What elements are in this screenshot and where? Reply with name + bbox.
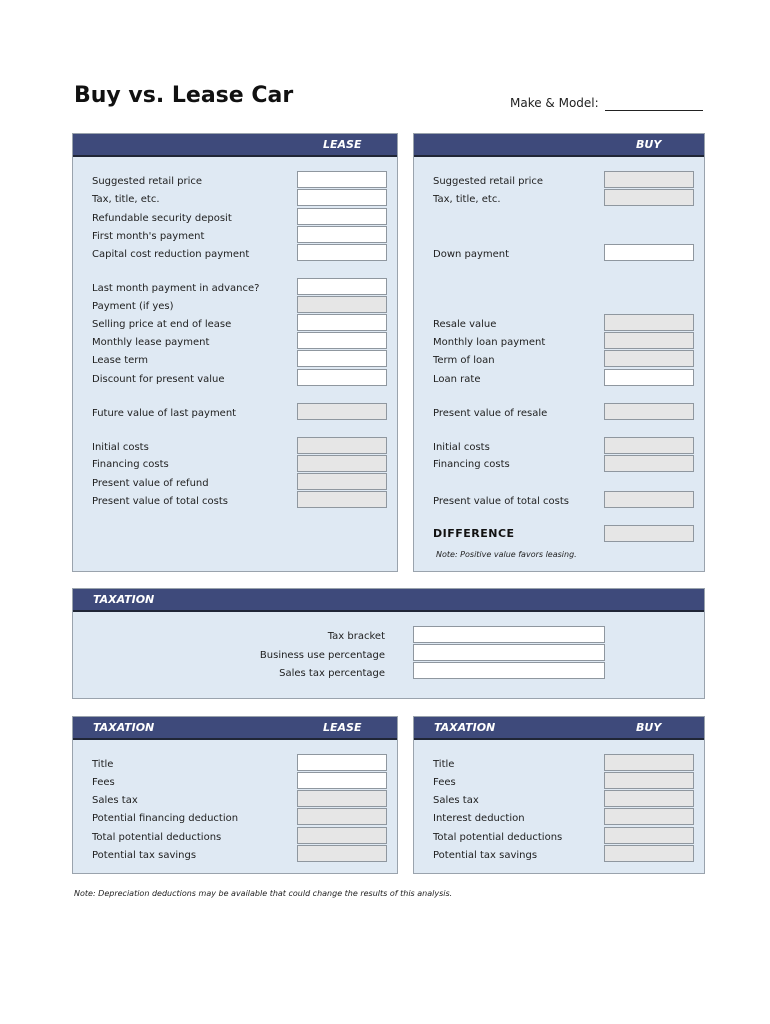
lease-header-label: LEASE: [323, 138, 362, 151]
buy-term-of-loan-value: [604, 350, 694, 367]
lease-last-month-advance-label: Last month payment in advance?: [92, 283, 260, 294]
lease-pv-total-costs-value: [297, 491, 387, 508]
lease-tax-title-input[interactable]: [297, 189, 387, 206]
tax-bracket-label: Tax bracket: [327, 631, 385, 642]
lease-term-input[interactable]: [297, 350, 387, 367]
lease-pv-refund-value: [297, 473, 387, 490]
lease-term-label: Lease term: [92, 355, 148, 366]
buy-pv-total-costs-label: Present value of total costs: [433, 496, 570, 507]
tax-lease-total-deductions-label: Total potential deductions: [92, 832, 222, 843]
tax-buy-title-value: [604, 754, 694, 771]
lease-selling-price-input[interactable]: [297, 314, 387, 331]
make-model-field[interactable]: [605, 110, 703, 111]
lease-first-month-input[interactable]: [297, 226, 387, 243]
buy-suggested-retail-label: Suggested retail price: [433, 176, 544, 187]
difference-value: [604, 525, 694, 542]
tax-buy-fees-label: Fees: [433, 777, 456, 788]
sales-tax-pct-input[interactable]: [413, 662, 605, 679]
tax-lease-sales-tax-value: [297, 790, 387, 807]
lease-initial-costs-label: Initial costs: [92, 442, 149, 453]
lease-suggested-retail-input[interactable]: [297, 171, 387, 188]
buy-panel-header: [414, 134, 704, 157]
lease-monthly-payment-label: Monthly lease payment: [92, 337, 210, 348]
tax-lease-panel-header: [73, 717, 397, 740]
buy-loan-rate-label: Loan rate: [433, 374, 481, 385]
make-model-label: Make & Model:: [510, 96, 599, 110]
footer-note: Note: Depreciation deductions may be available that could change the results of this analysis.: [74, 889, 453, 898]
tax-buy-sales-tax-label: Sales tax: [433, 795, 479, 806]
tax-lease-savings-label: Potential tax savings: [92, 850, 197, 861]
tax-buy-total-deductions-label: Total potential deductions: [433, 832, 563, 843]
buy-pv-resale-label: Present value of resale: [433, 408, 548, 419]
lease-panel-header: [73, 134, 397, 157]
tax-lease-financing-deduction-value: [297, 808, 387, 825]
lease-suggested-retail-label: Suggested retail price: [92, 176, 203, 187]
lease-discount-label: Discount for present value: [92, 374, 225, 385]
buy-resale-value-label: Resale value: [433, 319, 497, 330]
taxation-panel: [72, 588, 705, 699]
buy-term-of-loan-label: Term of loan: [433, 355, 495, 366]
lease-pv-total-costs-label: Present value of total costs: [92, 496, 229, 507]
tax-bracket-input[interactable]: [413, 626, 605, 643]
tax-lease-fees-label: Fees: [92, 777, 115, 788]
lease-payment-if-yes-label: Payment (if yes): [92, 301, 174, 312]
taxation-header-label: TAXATION: [93, 593, 155, 606]
tax-lease-title-label: Title: [92, 759, 114, 770]
tax-lease-savings-value: [297, 845, 387, 862]
tax-lease-title-input[interactable]: [297, 754, 387, 771]
buy-down-payment-label: Down payment: [433, 249, 510, 260]
tax-buy-total-deductions-value: [604, 827, 694, 844]
lease-initial-costs-value: [297, 437, 387, 454]
buy-pv-resale-value: [604, 403, 694, 420]
buy-resale-value-value: [604, 314, 694, 331]
buy-tax-title-label: Tax, title, etc.: [433, 194, 501, 205]
tax-lease-header-right: LEASE: [323, 721, 362, 734]
difference-note: Note: Positive value favors leasing.: [436, 550, 577, 559]
lease-tax-title-label: Tax, title, etc.: [92, 194, 160, 205]
lease-selling-price-label: Selling price at end of lease: [92, 319, 232, 330]
lease-financing-costs-value: [297, 455, 387, 472]
buy-financing-costs-label: Financing costs: [433, 459, 510, 470]
tax-lease-total-deductions-value: [297, 827, 387, 844]
tax-buy-header-left: TAXATION: [434, 721, 496, 734]
business-use-input[interactable]: [413, 644, 605, 661]
tax-buy-interest-deduction-value: [604, 808, 694, 825]
tax-lease-financing-deduction-label: Potential financing deduction: [92, 813, 239, 824]
lease-financing-costs-label: Financing costs: [92, 459, 169, 470]
lease-first-month-label: First month's payment: [92, 231, 205, 242]
lease-pv-refund-label: Present value of refund: [92, 478, 209, 489]
buy-suggested-retail-value: [604, 171, 694, 188]
lease-capital-cost-label: Capital cost reduction payment: [92, 249, 250, 260]
buy-loan-rate-input[interactable]: [604, 369, 694, 386]
page-title: Buy vs. Lease Car: [74, 83, 294, 108]
tax-buy-panel-header: [414, 717, 704, 740]
tax-buy-savings-value: [604, 845, 694, 862]
tax-buy-header-right: BUY: [636, 721, 662, 734]
tax-buy-sales-tax-value: [604, 790, 694, 807]
lease-security-deposit-input[interactable]: [297, 208, 387, 225]
buy-financing-costs-value: [604, 455, 694, 472]
lease-payment-if-yes-value: [297, 296, 387, 313]
buy-initial-costs-label: Initial costs: [433, 442, 490, 453]
lease-future-value-label: Future value of last payment: [92, 408, 237, 419]
business-use-label: Business use percentage: [259, 650, 385, 661]
lease-capital-cost-input[interactable]: [297, 244, 387, 261]
sales-tax-pct-label: Sales tax percentage: [279, 668, 385, 679]
lease-future-value-value: [297, 403, 387, 420]
tax-lease-fees-input[interactable]: [297, 772, 387, 789]
tax-buy-interest-deduction-label: Interest deduction: [433, 813, 525, 824]
lease-monthly-payment-input[interactable]: [297, 332, 387, 349]
tax-buy-savings-label: Potential tax savings: [433, 850, 538, 861]
tax-buy-fees-value: [604, 772, 694, 789]
tax-lease-header-left: TAXATION: [93, 721, 155, 734]
buy-down-payment-input[interactable]: [604, 244, 694, 261]
difference-label: DIFFERENCE: [433, 527, 515, 540]
lease-discount-input[interactable]: [297, 369, 387, 386]
buy-header-label: BUY: [636, 138, 662, 151]
buy-tax-title-value: [604, 189, 694, 206]
lease-security-deposit-label: Refundable security deposit: [92, 213, 232, 224]
tax-buy-title-label: Title: [433, 759, 455, 770]
lease-last-month-advance-input[interactable]: [297, 278, 387, 295]
taxation-panel-header: [73, 589, 704, 612]
buy-monthly-loan-label: Monthly loan payment: [433, 337, 546, 348]
buy-pv-total-costs-value: [604, 491, 694, 508]
buy-monthly-loan-value: [604, 332, 694, 349]
buy-initial-costs-value: [604, 437, 694, 454]
tax-lease-sales-tax-label: Sales tax: [92, 795, 138, 806]
